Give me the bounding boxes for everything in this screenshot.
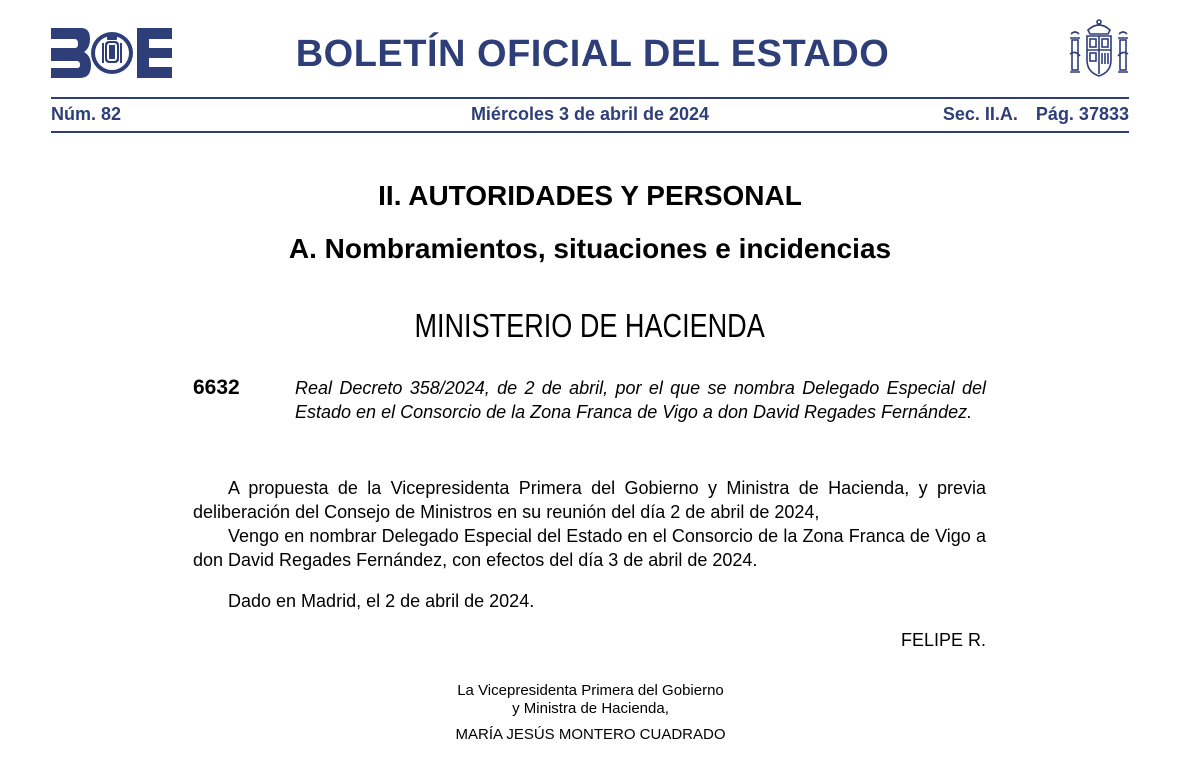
issue-number: Núm. 82 [51,104,122,124]
royal-signature: FELIPE R. [900,630,986,650]
boe-logo [51,28,172,78]
minister-name: MARÍA JESÚS MONTERO CUADRADO [455,726,726,743]
header-rule-bottom [51,131,1129,133]
entry-number: 6632 [193,376,240,399]
coat-of-arms-icon [1066,18,1132,84]
ministry-heading [0,307,1180,345]
paragraph-1-text: A propuesta de la Vicepresidenta Primera del Gobierno y Ministra de Hacienda, y previa deliberación del Consejo de Ministros en su reunión del día 2 de abril de 2024, [193,478,986,522]
ministry-name: MINISTERIO DE HACIENDA [414,307,766,344]
page-number: Pág. 37833 [1035,104,1129,124]
minister-line-1: La Vicepresidenta Primera del Gobierno [457,682,724,699]
section-page [943,104,1129,125]
paragraph-3-text: Dado en Madrid, el 2 de abril de 2024. [228,591,535,611]
paragraph-2-text: Vengo en nombrar Delegado Especial del Estado en el Consorcio de la Zona Franca de Vigo a don David Regades Fernández, con efectos del día 3 de abril de 2024. [193,526,986,570]
paragraph [193,476,986,524]
body-paragraphs [193,476,986,572]
paragraph [193,524,986,572]
minister-title [384,682,797,718]
closing-paragraph [193,589,986,613]
minister-line-2: y Ministra de Hacienda, [512,700,669,717]
header-rule-top [51,97,1129,99]
issue-date: Miércoles 3 de abril de 2024 [470,104,710,124]
decree-title: Real Decreto 358/2024, de 2 de abril, por el que se nombra Delegado Especial del Estado en el Consorcio de la Zona Franca de Vigo a don David Regades Fernández. [295,378,986,422]
subsection-title: A. Nombramientos, situaciones e incidencias [288,233,892,264]
gazette-title: BOLETÍN OFICIAL DEL ESTADO [295,33,890,75]
section-title: II. AUTORIDADES Y PERSONAL [378,180,802,211]
section-label: Sec. II.A. [942,104,1018,124]
